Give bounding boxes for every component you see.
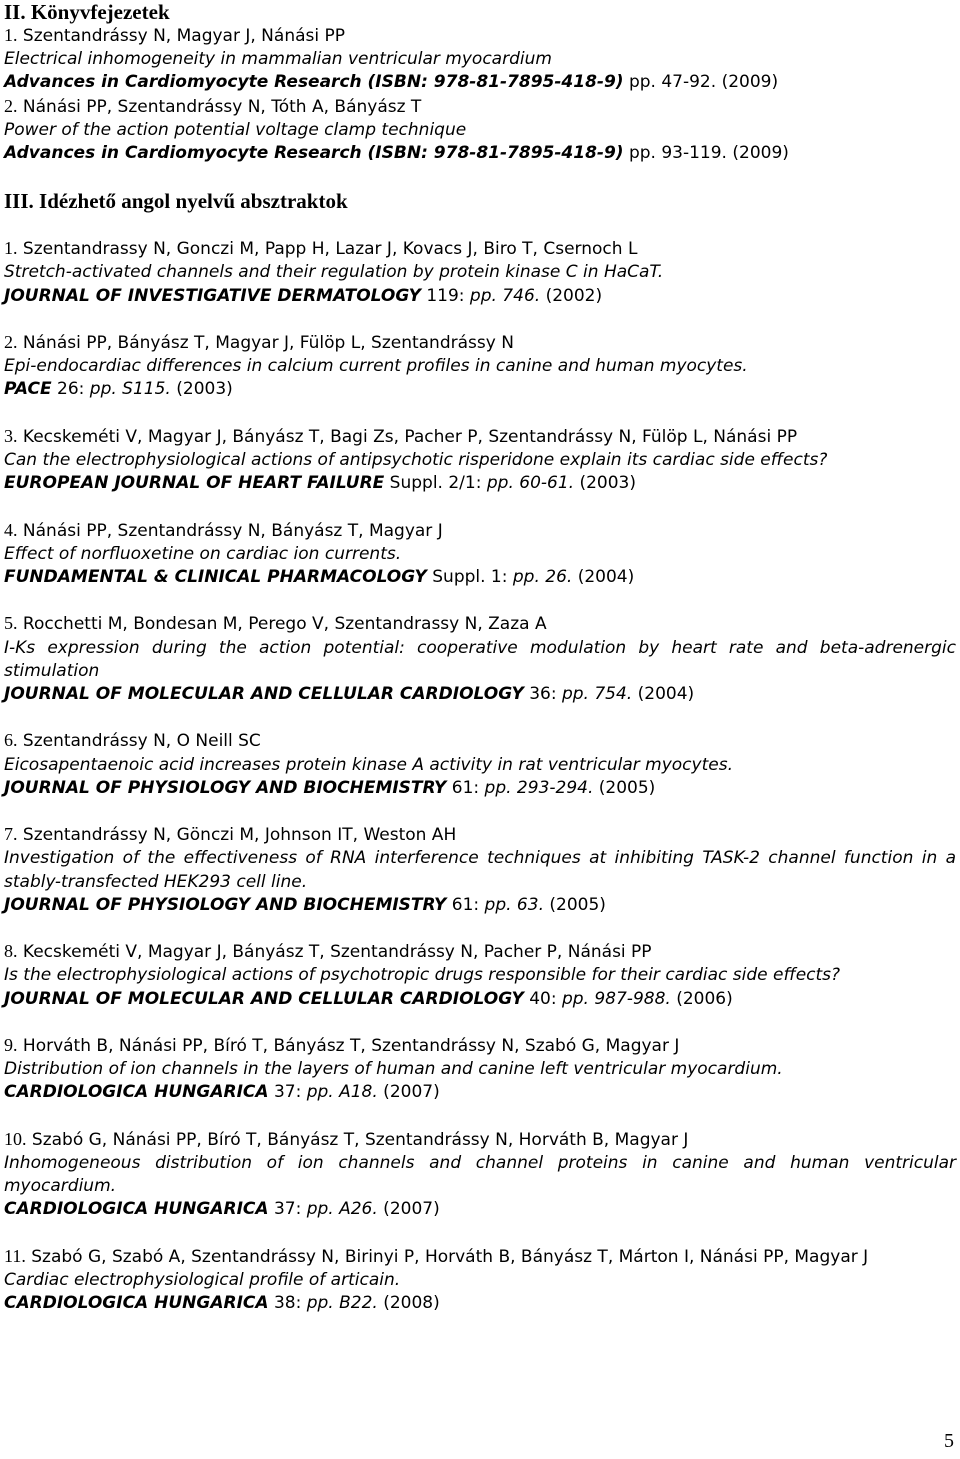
entry-number: 8. <box>4 941 18 962</box>
entry-title: Distribution of ion channels in the layers of human and canine left ventricular myocardium. <box>4 1059 783 1080</box>
entry-title: Investigation of the effectiveness of RNA interference techniques at inhibiting TASK-2 channel function in a stably-transfected HEK293 cell line. <box>4 848 956 892</box>
entry-volume: 36: <box>523 684 562 705</box>
abstract-list <box>4 237 956 1315</box>
entry-number: 2. <box>4 95 18 116</box>
abstract-entry <box>4 519 956 590</box>
entry-authors: Szentandrássy N, Magyar J, Nánási PP <box>22 26 345 46</box>
entry-volume: 38: <box>268 1293 307 1314</box>
entry-authors: Szabó G, Nánási PP, Bíró T, Bányász T, Szentandrássy N, Horváth B, Magyar J <box>31 1129 689 1150</box>
entry-authors-line <box>4 1034 956 1058</box>
entry-journal: FUNDAMENTAL & CLINICAL PHARMACOLOGY <box>4 567 427 588</box>
entry-authors: Kecskeméti V, Magyar J, Bányász T, Bagi Zs, Pacher P, Szentandrássy N, Fülöp L, Nánási PP <box>22 426 798 447</box>
entry-title: Electrical inhomogeneity in mammalian ventricular myocardium <box>4 49 552 70</box>
entry-pages: pp. 93-119. <box>628 143 727 164</box>
entry-volume: 61: <box>446 894 485 915</box>
entry-journal: JOURNAL OF PHYSIOLOGY AND BIOCHEMISTRY <box>4 777 447 798</box>
entry-authors-line <box>4 940 956 964</box>
entry-title: Eicosapentaenoic acid increases protein kinase A activity in rat ventricular myocytes. <box>4 754 733 775</box>
abstract-entry <box>4 823 956 917</box>
entry-journal-line <box>4 1198 956 1221</box>
entry-number: 5. <box>4 613 18 634</box>
entry-number: 6. <box>4 730 18 751</box>
entry-journal-line <box>4 285 956 308</box>
entry-year: (2004) <box>572 567 635 588</box>
entry-pages: pp. 754. <box>561 684 633 705</box>
entry-source-line <box>4 142 956 165</box>
entry-authors: Horváth B, Nánási PP, Bíró T, Bányász T, Szentandrássy N, Szabó G, Magyar J <box>22 1036 680 1056</box>
entry-journal: PACE <box>4 379 52 400</box>
entry-journal-line <box>4 777 956 800</box>
entry-authors-line <box>4 823 956 847</box>
entry-journal-line <box>4 988 956 1011</box>
entry-title: Cardiac electrophysiological profile of articain. <box>4 1270 401 1290</box>
entry-volume: 40: <box>523 988 562 1009</box>
abstract-entry <box>4 425 956 496</box>
abstract-entry <box>4 1128 956 1222</box>
entry-title: Stretch-activated channels and their regulation by protein kinase C in HaCaT. <box>4 262 664 283</box>
entry-pages: pp. 293-294. <box>484 777 594 798</box>
entry-source: Advances in Cardiomyocyte Research (ISBN: 978-81-7895-418-9) <box>4 143 624 164</box>
entry-title: Epi-endocardiac differences in calcium current profiles in canine and human myocytes. <box>4 356 748 377</box>
entry-authors: Szentandrássy N, O Neill SC <box>22 731 261 752</box>
entry-number: 1. <box>4 238 18 259</box>
entry-number: 2. <box>4 332 18 353</box>
entry-authors: Szentandrassy N, Gonczi M, Papp H, Lazar J, Kovacs J, Biro T, Csernoch L <box>22 239 638 260</box>
entry-pages: pp. 60-61. <box>486 473 575 494</box>
entry-year: (2009) <box>721 72 779 93</box>
entry-pages: pp. A18. <box>306 1082 378 1103</box>
entry-authors-line <box>4 1245 956 1269</box>
entry-year: (2005) <box>593 777 656 798</box>
section-heading-abstracts: III. Idézhető angol nyelvű absztraktok <box>4 189 348 214</box>
entry-source-line <box>4 71 956 94</box>
abstract-entry <box>4 331 956 402</box>
entry-volume: 26: <box>51 379 90 400</box>
abstract-entry <box>4 729 956 800</box>
entry-pages: pp. B22. <box>306 1293 378 1314</box>
entry-journal: CARDIOLOGICA HUNGARICA <box>4 1199 269 1220</box>
entry-authors: Nánási PP, Bányász T, Magyar J, Fülöp L, Szentandrássy N <box>22 333 514 354</box>
abstract-entry <box>4 237 956 308</box>
entry-journal: JOURNAL OF PHYSIOLOGY AND BIOCHEMISTRY <box>4 894 447 915</box>
entry-title: Power of the action potential voltage clamp technique <box>4 119 467 140</box>
abstract-entry <box>4 1034 956 1105</box>
entry-journal: CARDIOLOGICA HUNGARICA <box>4 1293 269 1314</box>
entry-source: Advances in Cardiomyocyte Research (ISBN: 978-81-7895-418-9) <box>4 72 624 93</box>
entry-year: (2008) <box>377 1293 440 1314</box>
entry-pages: pp. A26. <box>306 1199 378 1220</box>
entry-volume: 37: <box>268 1199 307 1220</box>
entry-authors-line <box>4 519 956 543</box>
entry-authors-line <box>4 425 956 449</box>
entry-year: (2004) <box>632 684 695 705</box>
entry-journal: CARDIOLOGICA HUNGARICA <box>4 1082 269 1103</box>
entry-journal-line <box>4 683 956 706</box>
entry-authors: Kecskeméti V, Magyar J, Bányász T, Szentandrássy N, Pacher P, Nánási PP <box>22 942 652 963</box>
document-page <box>4 0 956 1315</box>
entry-pages: pp. 987-988. <box>561 988 671 1009</box>
entry-year: (2006) <box>670 988 733 1009</box>
entry-authors-line <box>4 24 956 48</box>
entry-title: Can the electrophysiological actions of antipsychotic risperidone explain its cardiac side effects? <box>4 450 828 471</box>
entry-authors: Rocchetti M, Bondesan M, Perego V, Szentandrassy N, Zaza A <box>22 614 547 635</box>
entry-journal: JOURNAL OF MOLECULAR AND CELLULAR CARDIOLOGY <box>4 684 524 705</box>
entry-year: (2003) <box>170 379 233 400</box>
entry-pages: pp. 26. <box>512 567 573 588</box>
entry-pages: pp. 746. <box>469 285 541 306</box>
entry-year: (2007) <box>377 1082 440 1103</box>
entry-authors-line <box>4 95 956 119</box>
abstract-entry <box>4 612 956 706</box>
entry-year: (2005) <box>543 894 606 915</box>
entry-journal-line <box>4 1081 956 1104</box>
entry-authors-line <box>4 612 956 636</box>
entry-volume: 61: <box>446 777 485 798</box>
entry-authors-line <box>4 331 956 355</box>
entry-number: 1. <box>4 25 18 45</box>
entry-title: Is the electrophysiological actions of psychotropic drugs responsible for their cardiac side effects? <box>4 965 841 986</box>
entry-authors-line <box>4 729 956 753</box>
entry-number: 9. <box>4 1035 18 1055</box>
entry-authors: Nánási PP, Szentandrássy N, Bányász T, Magyar J <box>22 520 443 541</box>
entry-title: Inhomogeneous distribution of ion channels and channel proteins in canine and human ventricular myocardium. <box>4 1153 956 1197</box>
entry-authors-line <box>4 1128 956 1152</box>
section-heading-book-chapters: II. Könyvfejezetek <box>4 0 170 24</box>
entry-year: (2007) <box>377 1199 440 1220</box>
entry-title: I-Ks expression during the action potential: cooperative modulation by heart rate and beta-adrenergic stimulation <box>4 637 956 681</box>
entry-number: 3. <box>4 425 18 446</box>
chapter-entry <box>4 95 956 166</box>
entry-journal-line <box>4 894 956 917</box>
entry-year: (2009) <box>732 143 789 164</box>
entry-authors: Nánási PP, Szentandrássy N, Tóth A, Bányász T <box>22 96 422 117</box>
entry-authors: Szentandrássy N, Gönczi M, Johnson IT, Weston AH <box>22 825 457 846</box>
entry-journal: JOURNAL OF INVESTIGATIVE DERMATOLOGY <box>4 285 421 306</box>
entry-number: 11. <box>4 1245 26 1266</box>
entry-authors: Szabó G, Szabó A, Szentandrássy N, Birinyi P, Horváth B, Bányász T, Márton I, Nánási PP, Magyar J <box>31 1246 869 1267</box>
abstract-entry <box>4 940 956 1011</box>
entry-journal-line <box>4 1292 956 1315</box>
entry-number: 4. <box>4 519 18 540</box>
entry-journal-line <box>4 566 956 589</box>
entry-journal: EUROPEAN JOURNAL OF HEART FAILURE <box>4 473 385 494</box>
entry-number: 10. <box>4 1128 27 1149</box>
entry-title: Effect of norfluoxetine on cardiac ion currents. <box>4 543 402 564</box>
entry-journal: JOURNAL OF MOLECULAR AND CELLULAR CARDIOLOGY <box>4 988 524 1009</box>
abstract-entry <box>4 1245 956 1316</box>
entry-volume: Suppl. 1: <box>426 567 513 588</box>
entry-volume: Suppl. 2/1: <box>384 473 487 494</box>
entry-journal-line <box>4 378 956 401</box>
entry-number: 7. <box>4 824 18 845</box>
entry-journal-line <box>4 472 956 495</box>
entry-year: (2002) <box>540 285 603 306</box>
entry-pages: pp. 63. <box>484 894 544 915</box>
page-number: 5 <box>944 1430 954 1452</box>
entry-pages: pp. 47-92. <box>628 72 717 93</box>
entry-volume: 37: <box>268 1082 307 1103</box>
entry-year: (2003) <box>574 473 636 494</box>
entry-authors-line <box>4 237 956 261</box>
entry-pages: pp. S115. <box>89 379 171 400</box>
chapter-entry <box>4 24 956 95</box>
entry-volume: 119: <box>420 285 470 306</box>
